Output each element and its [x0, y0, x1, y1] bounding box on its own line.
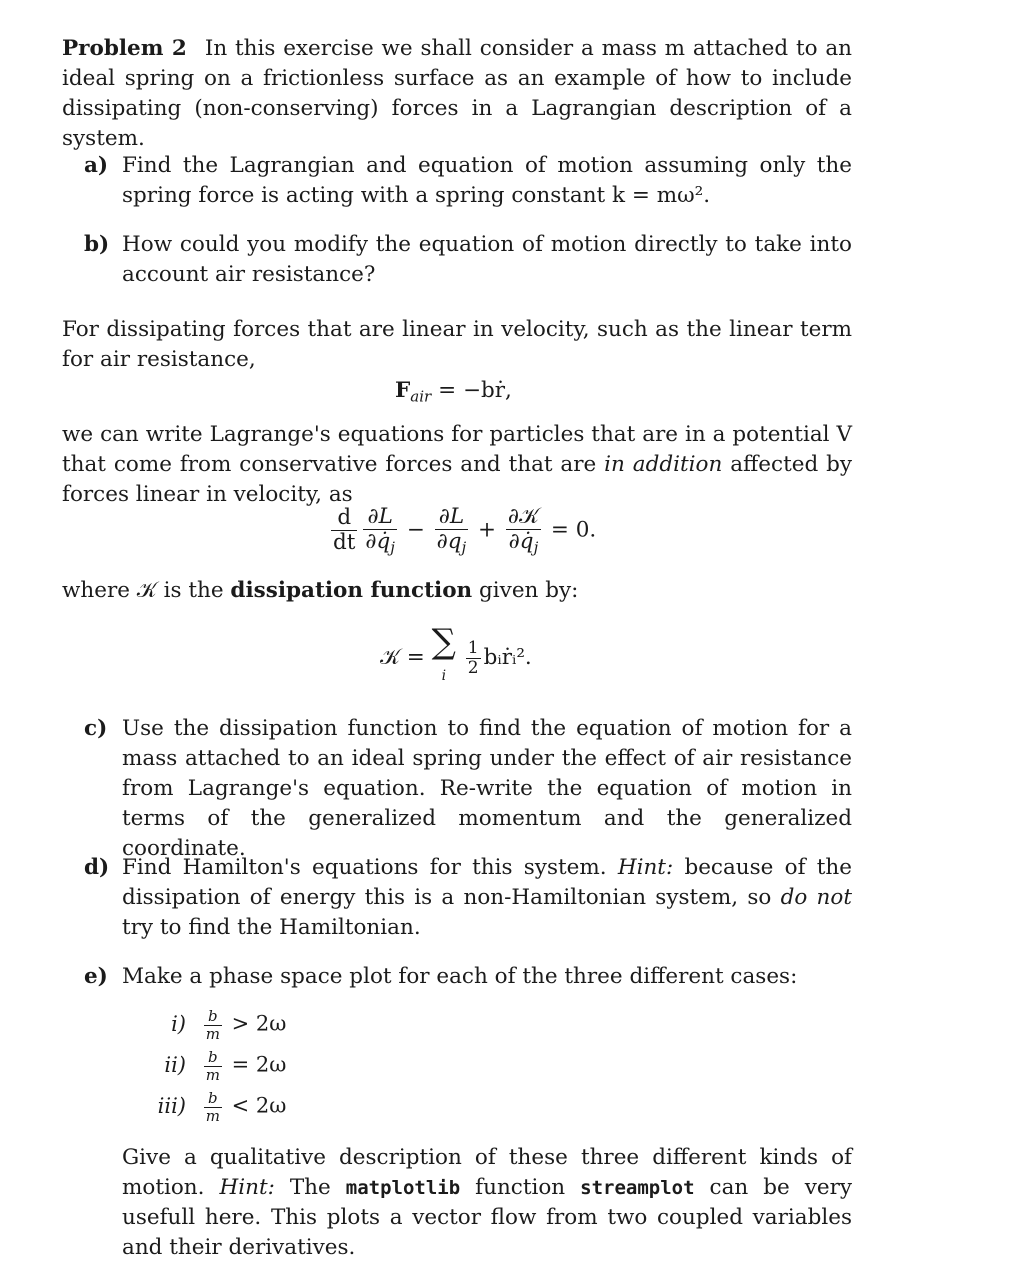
part-e-text: Make a phase space plot for each of the three different cases: — [122, 964, 798, 989]
problem-title: Problem 2 — [62, 36, 187, 61]
problem-intro-text: In this exercise we shall consider a mass m attached to an ideal spring on a frictionless surface as an example of how to include dissipating (non-conserving) forces in a Lagrangian description of a system. — [62, 36, 852, 151]
part-d-text-3: try to find the Hamiltonian. — [122, 915, 421, 940]
lagrange-emphasis: in addition — [604, 452, 723, 477]
closing-paragraph — [122, 1143, 852, 1263]
part-c-label: c) — [84, 716, 108, 741]
part-b — [84, 230, 852, 290]
part-d-text — [122, 853, 852, 943]
dissipation-lhs: 𝒦 = — [380, 645, 425, 670]
part-b-text: How could you modify the equation of motion directly to take into account air resistance? — [122, 232, 852, 287]
lagrange-text-2: affected by forces linear in velocity, as — [62, 452, 853, 507]
case-relation: < 2ω — [231, 1093, 287, 1118]
dissipating-paragraph: For dissipating forces that are linear in velocity, such as the linear term for air resistance, — [62, 317, 852, 372]
part-d — [84, 853, 852, 943]
code-streamplot: streamplot — [580, 1177, 695, 1199]
case-label: ii) — [164, 1052, 186, 1077]
problem-intro — [62, 34, 852, 154]
case-relation: > 2ω — [231, 1011, 287, 1036]
closing-text-2: The — [289, 1175, 331, 1200]
where-paragraph — [62, 576, 852, 606]
dissipation-function-term: dissipation function — [230, 578, 473, 603]
part-d-text-2: because of the dissipation of energy this is a non-Hamiltonian system, so — [122, 855, 852, 910]
part-c — [84, 714, 852, 864]
closing-text-1: Give a qualitative description of these three different kinds of motion. — [122, 1145, 852, 1200]
lagrange-text-1: we can write Lagrange's equations for particles that are in a potential V that come from conservative forces and that are — [62, 422, 852, 477]
case-item: i) $\frac{b}{m}$ > 2ω — [122, 1008, 286, 1042]
case-label: iii) — [157, 1093, 186, 1118]
lagrange-equation-tail: = 0. — [550, 517, 597, 543]
case-item: iii) $\frac{b}{m}$ < 2ω — [122, 1090, 286, 1124]
part-b-label: b) — [84, 232, 110, 257]
dissipation-tail: bᵢṙᵢ². — [483, 645, 532, 670]
part-a-text: Find the Lagrangian and equation of motion assuming only the spring force is acting with a spring constant k = mω². — [122, 153, 852, 208]
part-a-label: a) — [84, 153, 109, 178]
lagrange-paragraph — [62, 420, 852, 510]
closing-text-4: can be very usefull here. This plots a vector flow from two coupled variables and their derivatives. — [122, 1175, 853, 1260]
f-air-subscript: air — [410, 387, 432, 406]
f-air-symbol: F — [395, 378, 411, 403]
part-c-text: Use the dissipation function to find the equation of motion for a mass attached to an ideal spring under the effect of air resistance from Lagrange's equation. Re-write the equation of motion in terms of the generalized momentum and the generalized coordinate. — [122, 716, 852, 861]
case-item: ii) $\frac{b}{m}$ = 2ω — [122, 1049, 286, 1083]
part-d-label: d) — [84, 855, 110, 880]
code-matplotlib: matplotlib — [345, 1177, 461, 1199]
part-a — [84, 151, 852, 211]
case-label: i) — [171, 1011, 186, 1036]
f-air-equation — [395, 376, 512, 412]
case-relation: = 2ω — [231, 1052, 287, 1077]
part-d-emphasis: do not — [780, 885, 852, 910]
part-d-hint-label: Hint: — [617, 855, 674, 880]
f-air-rhs: = −bṙ, — [438, 378, 512, 403]
part-e-label: e) — [84, 964, 108, 989]
part-d-text-1: Find Hamilton's equations for this system. — [122, 855, 607, 880]
closing-hint-label: Hint: — [219, 1175, 275, 1200]
part-e — [84, 962, 852, 992]
where-text-1: where 𝒦 is the — [62, 578, 224, 603]
where-text-2: given by: — [479, 578, 579, 603]
dissipation-equation: 𝒦 = ∑ i $\frac{1}{2}$ bᵢṙᵢ². — [380, 622, 532, 684]
lagrange-equation: $\frac{d}{dt}$ $\frac{\partial L}{\partial q̇_j}$ − $\frac{\partial L}{\partial q_j}$ + $\frac{\text{∂𝒦}}{\partial q̇_j}$ = 0. — [333, 504, 597, 557]
closing-text-3: function — [475, 1175, 566, 1200]
